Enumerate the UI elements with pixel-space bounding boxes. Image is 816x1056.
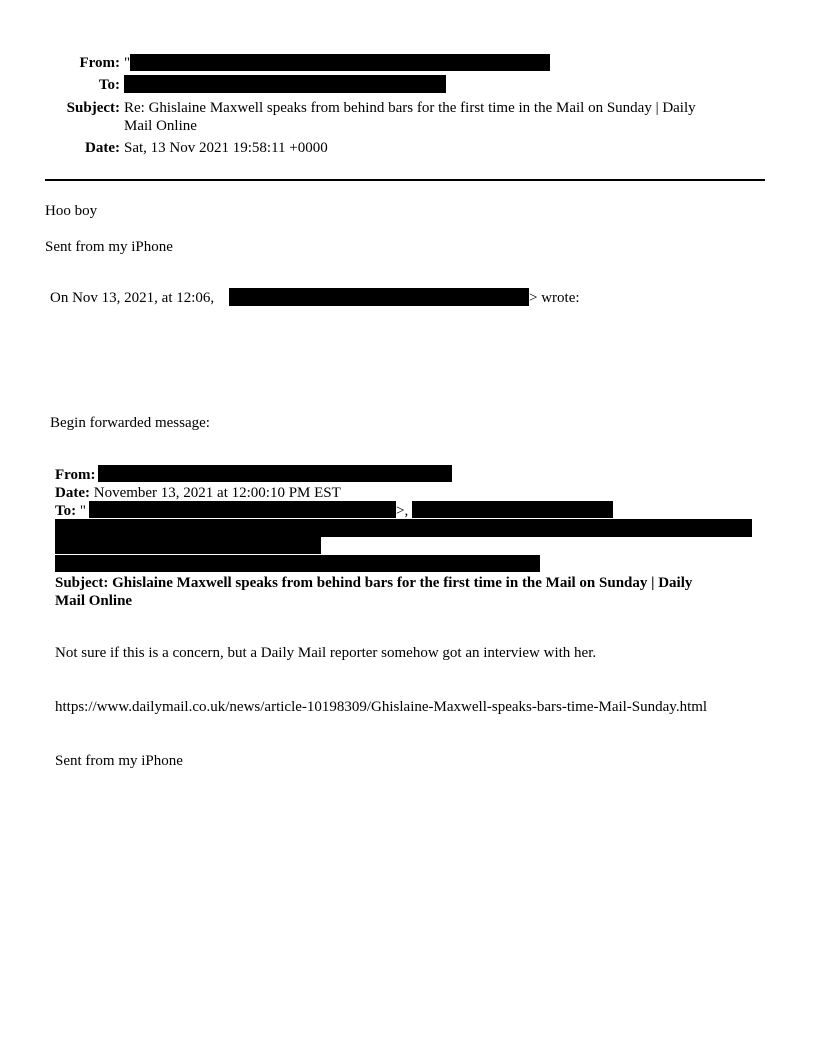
fwd-subject-line-1: Ghislaine Maxwell speaks from behind bars for the first time in the Mail on Sunday | Daily (112, 575, 693, 591)
forward-intro: Begin forwarded message: (50, 415, 210, 431)
redaction-to (124, 75, 446, 93)
redaction-fwd-to-4 (55, 537, 321, 554)
subject-label: Subject: (66, 100, 120, 116)
redaction-fwd-to-5 (55, 555, 540, 572)
from-label: From: (79, 55, 120, 71)
fwd-to-label: To: (55, 503, 77, 519)
fwd-date-row (55, 484, 341, 502)
redaction-fwd-to-3 (55, 519, 752, 537)
reply-signature: Sent from my iPhone (45, 239, 173, 255)
to-label: To: (98, 77, 120, 93)
redaction-from (130, 54, 550, 71)
redaction-fwd-to-2 (412, 501, 613, 518)
fwd-date-value: November 13, 2021 at 12:00:10 PM EST (93, 485, 341, 501)
fwd-subject-row (55, 574, 692, 592)
reply-text: Hoo boy (45, 203, 98, 219)
subject-line-1: Re: Ghislaine Maxwell speaks from behind bars for the first time in the Mail on Sunday | Daily (124, 100, 696, 116)
header-divider (45, 179, 765, 181)
fwd-date-label: Date: (55, 485, 90, 501)
fwd-to-separator: >, (396, 503, 409, 519)
fwd-subject-line-2: Mail Online (55, 593, 133, 609)
redaction-fwd-to-1 (89, 501, 396, 518)
fwd-signature: Sent from my iPhone (55, 753, 183, 769)
redaction-fwd-from (98, 465, 452, 482)
fwd-message-text: Not sure if this is a concern, but a Daily Mail reporter somehow got an interview with her. (55, 645, 597, 661)
redaction-quote-sender (229, 288, 529, 306)
fwd-to-value-prefix: " (79, 503, 86, 519)
fwd-article-link[interactable]: https://www.dailymail.co.uk/news/article-10198309/Ghislaine-Maxwell-speaks-bars-time-Mail-Sunday.html (55, 699, 708, 715)
date-label: Date: (85, 140, 120, 156)
fwd-to-row (55, 502, 86, 520)
date-value: Sat, 13 Nov 2021 19:58:11 +0000 (124, 140, 328, 156)
from-value: " (124, 55, 131, 71)
fwd-from-label: From: (55, 467, 96, 483)
subject-line-2: Mail Online (124, 118, 197, 134)
quote-intro-prefix: On Nov 13, 2021, at 12:06, (50, 290, 215, 306)
quote-intro-suffix: > wrote: (529, 290, 580, 306)
fwd-subject-label: Subject: (55, 575, 109, 591)
